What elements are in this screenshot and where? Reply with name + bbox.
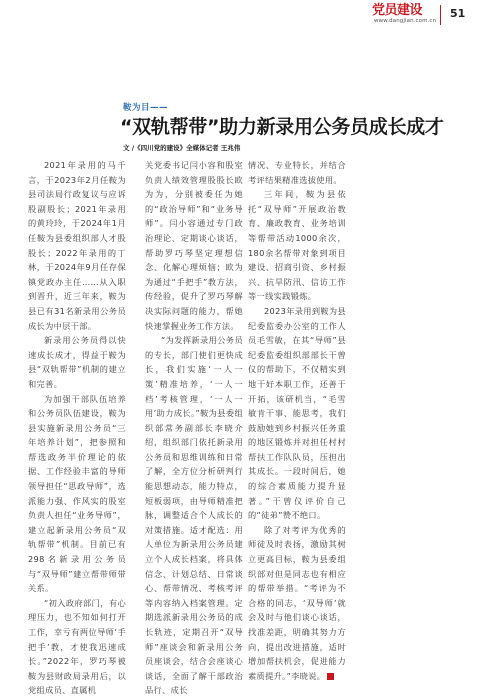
magazine-url[interactable]: www.dangjian.com.cn (374, 18, 437, 24)
article-column-1 (28, 158, 126, 696)
paragraph: “初入政府部门，有心理压力，也不知如何打开工作，幸亏有两位导师‘手把手’教，才使我迅速成长。”2022年，罗巧琴被鞍为县财政局录用后，以党组成员、直属机 (28, 597, 126, 696)
article-column-3 (248, 158, 346, 681)
paragraph: 三年间，鞍为县依托“双导师”开展政治教育、廉政教育、业务培训等帮带活动1000余次，180余名帮带对象到项目建设、招商引资、乡村振兴、抗旱防汛、信访工作等一线实践锻炼。 (248, 189, 346, 302)
paragraph: 为加强干部队伍培养和公务员队伍建设，鞍为县实施新录用公务员“三年培养计划”，把参照和帮选政务半价理论的依据、工作经验丰富的导师领导担任“思政导师”，选派能力强、作风实的股室负责人担任“业务导师”，建立起新录用公务员“双轨帮带”机制。目前已有298名新录用公务员与“双导师”建立帮带师带关系。 (28, 393, 126, 594)
paragraph: 新录用公务员得以快速成长成才，得益于鞍为县“双轨帮带”机制的建立和完善。 (28, 335, 126, 389)
article-byline: 文 /《四川党的建设》全媒体记者 王兆伟 (123, 144, 241, 152)
paragraph: 关党委书记闫小容和股室负责人绩效管理股股长欧为为，分别被委任为她的“政治导师”和“业务导师”。闫小容通过专门政治理论、定期谈心谈话，帮助罗巧琴坚定理想信念、化解心理烦恼；欧为为通过“手把手”教方法，传经验，促升了罗巧琴解决实际问题的能力，帮她快速掌握业务工作方法。 (145, 160, 243, 331)
magazine-logo: 党员建设 (372, 3, 423, 18)
page-number: 51 (450, 7, 466, 20)
paragraph: 2021年录用的马千言，于2023年2月任鞍为县司法局行政复议与应诉股副股长；2021年录用的黄玲玲，于2024年1月任鞍为县委组织部人才股股长；2022年录用的丁林，于2024年9月任存保镇党政办主任……从入职到晋升，近三年来，鞍为县已有31名新录用公务员成长为中层干部。 (28, 160, 126, 331)
paragraph: “为发挥新录用公务员的专长，部门使们更快成长，我们实施‘一人一策’精准培养，‘一人一档’考核管理，‘一人一用’助力成长。”鞍为县委组织部常务副部长李晓介绍，组织部门依托新录用公务员和思维训练和日常了解，全方位分析研判行能思想动态，能力特点，短板弱项，由导师精准把脉，调整适合个人成长的对策措施。适才配选：用人单位为新录用公务员建立个人成长档案，将具体信念、计划总结、日常谈心、帮带情况、考核考评等内容纳入档案管理。定期选派新录用公务员的成长轨迹，定期召开“双导师”座谈会和新录用公务员座谈会，结合会座谈心谈话，全面了解干部政治品行、成长 (145, 335, 243, 696)
header-divider (440, 5, 441, 25)
article-column-2 (145, 158, 243, 696)
end-of-article-mark (327, 673, 334, 680)
paragraph: 情况、专业特长，并结合考评结果精准选拔使用。 (248, 160, 346, 185)
paragraph: 除了对考评为优秀的师徒及时表扬，激励其树立更高目标，鞍为县委组织部对但是同志也有相应的帮带举措。“考评为不合格的同志，‘双导师’就会及时与他们谈心谈话，找准差距，明确其努力方向，提出改进措施，适时增加帮扶机会，促进能力素质提升。”李晓说。 (248, 524, 346, 681)
column-tag: 鞍为目—— (123, 103, 169, 113)
article-title: “双轨帮带”助力新录用公务员成长成才 (120, 116, 444, 138)
paragraph: 2023年录用到鞍为县纪委监委办公室的工作人员毛雪敏，在其“导师”县纪委监委组织部部长干曾仪的帮助下，不仅精实到地干好本职工作，还善于开拓，该研机当，“毛雪敏肯干事、能思考，我们鼓励她到乡村振兴任务重的地区锻炼并对担任村村帮扶工作队队员，压担出其成长。一段时间后，她的综合素质能力提升显著。”干曾仪评价自己的“徒弟”赞不绝口。 (248, 305, 346, 521)
